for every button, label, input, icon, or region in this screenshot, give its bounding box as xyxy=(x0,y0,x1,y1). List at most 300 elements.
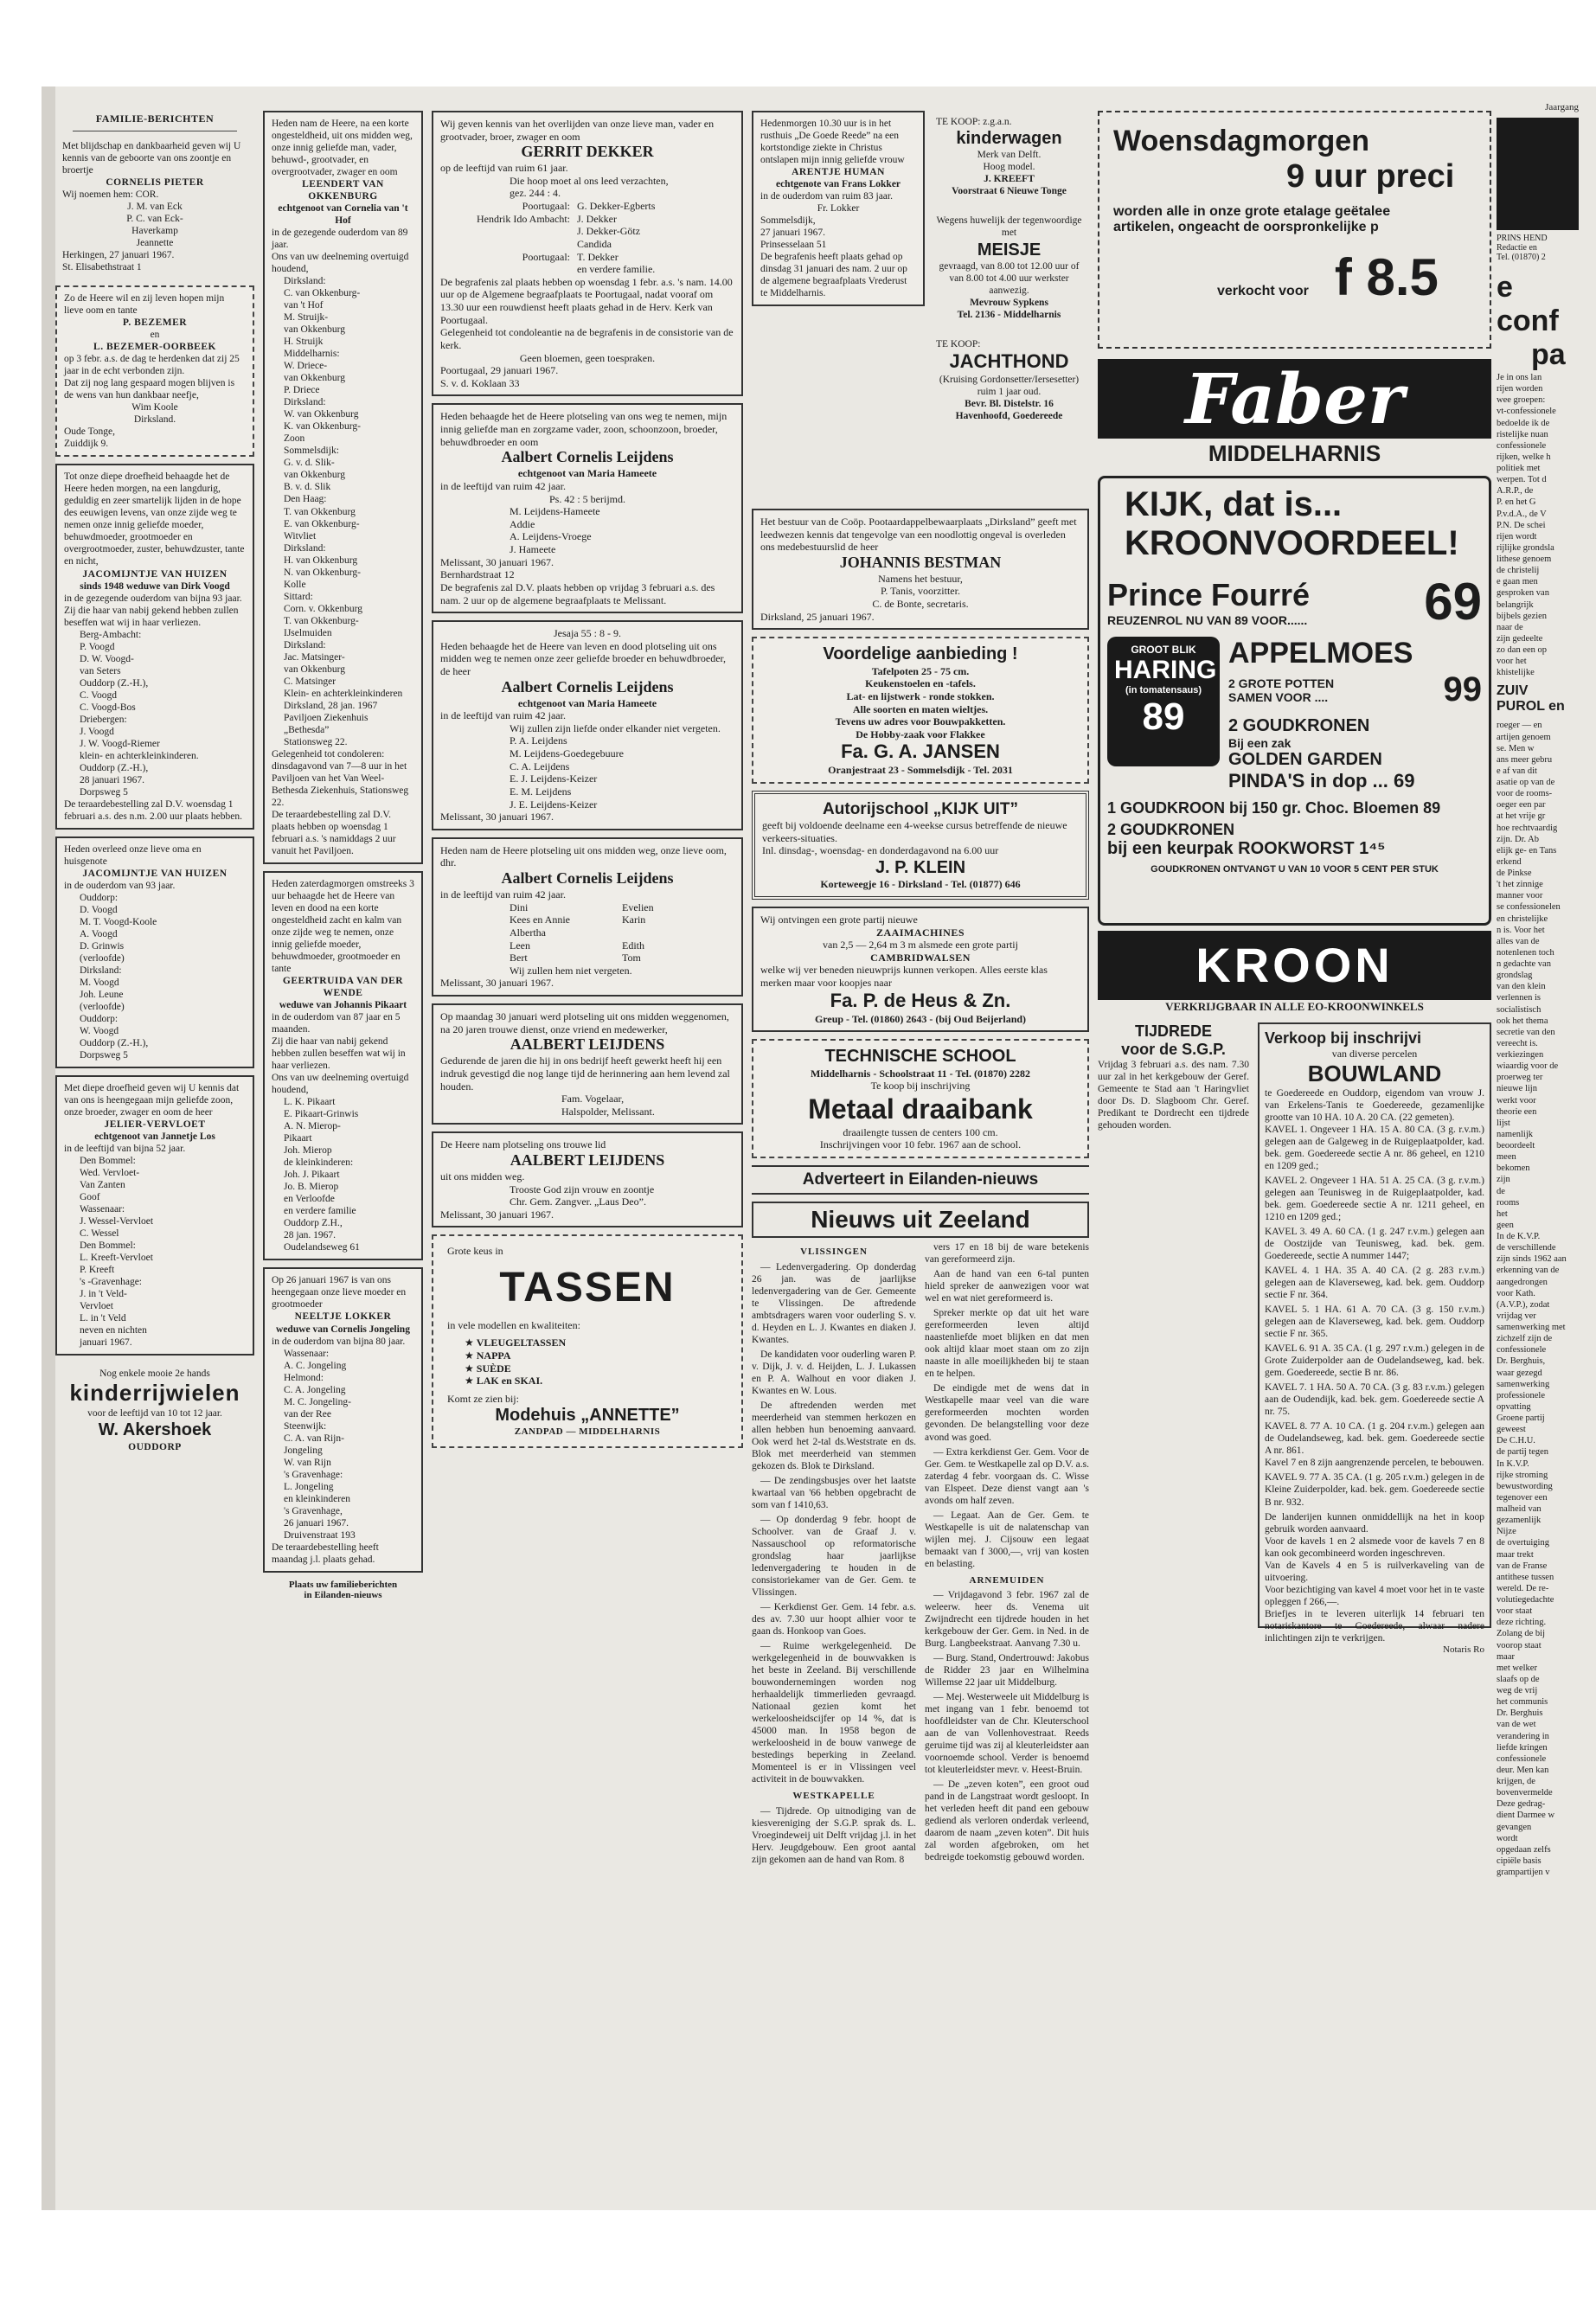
star-icon: ★ xyxy=(465,1349,477,1362)
announcement-footer: Gelegenheid tot condoleren: dinsdagavond van 7—8 uur in het Paviljoen van het Van Weel-Bethesda Ziekenhuis, Stationsweg 22. De teraardebestelling zal D.V. plaats hebben op woensdag 1 februari a.s. 's namiddags 2 uur vanuit het Paviljoen. xyxy=(272,748,409,856)
ad-place: OUDDORP xyxy=(128,1441,182,1452)
jachthond-ad xyxy=(929,333,1089,427)
announcement-intro: Heden nam de Heere plotseling uit ons midden weg, onze lieve oom, dhr. xyxy=(440,843,727,869)
verkoop-signature: Notaris Ro xyxy=(1443,1644,1484,1655)
ad-headline: Woensdagmorgen xyxy=(1113,125,1369,157)
verkoop-big: BOUWLAND xyxy=(1307,1061,1442,1086)
ad-top: Wegens huwelijk der tegenwoordige met xyxy=(936,215,1082,239)
article-paragraph: Spreker merkte op dat uit het ware gereformeerden leven altijd naastenliefde moet blijken en dat men ook altijd klaar moet staan om zo zijn naaste in alle moeilijkheden bij te staan en te helpen. xyxy=(925,1308,1089,1380)
announcement-name: Aalbert Cornelis Leijdens xyxy=(501,448,674,466)
death-announcement-vanderwende xyxy=(263,871,423,1260)
article-text-2: roeger — en artijen genoem se. Men w ans meer gebru e af van dit asatie op van de voor de rooms- oeger een par at het vrije gr hoe rechtvaardig zijn. Dr. Ab elijk ge- en Tans erkend de Pinkse 't het zinnige manner voor se confessionelen en christelijke n is. Voor het alles van de notenlenen toch n gedachte van grondslag van den klein verlennen is socialistisch ook het thema secretie van den vereecht is. verkiezingen xyxy=(1497,721,1561,1060)
pinda-brand: GOLDEN GARDEN xyxy=(1228,750,1382,769)
ad-name: Fa. P. de Heus & Zn. xyxy=(830,989,1011,1011)
technische-school-ad xyxy=(752,1039,1089,1158)
article-paragraphs-4 xyxy=(925,1589,1089,1863)
article-paragraph: De kandidaten voor ouderling waren P. v. Dijk, J. v. d. Heijden, L. J. Lukassen en P. A. Walhout en voor diaken J. Kwantes en W. Lous. xyxy=(752,1349,916,1396)
article-paragraph: vers 17 en 18 bij de ware betekenis van gereformeerd zijn. xyxy=(925,1242,1089,1266)
family-names: J. Dekker J. Dekker-Götz Candida xyxy=(577,212,641,250)
death-announcement-2 xyxy=(55,836,254,1068)
verkoop-sub: van diverse percelen xyxy=(1331,1048,1418,1060)
announcement-signers: J. M. van Eck P. C. van Eck- Haverkamp Jeannette xyxy=(126,202,183,249)
article-paragraph: — Legaat. Aan de Ger. Gem. te Westkapelle is uit de nalatenschap van wijlen mej. J. Cijsouw een legaat bemaakt van f 3000,—, vrij van kosten en belasting. xyxy=(925,1509,1089,1569)
star-icon: ★ xyxy=(465,1375,477,1388)
ad-line: Tafelpoten 25 - 75 cm. xyxy=(871,664,970,677)
ad-text: geeft bij voldoende deelname een 4-weekse cursus betreffende de nieuwe verkeers-situaties. Inl. dinsdag-, woensdag- en donderdagavond na 6.00 uur xyxy=(762,819,1067,857)
ad-big: Metaal draaibank xyxy=(808,1093,1033,1125)
column-4-wide xyxy=(752,509,1089,1868)
announcement-name: GERRIT DEKKER xyxy=(521,143,654,161)
price-label: verkocht voor xyxy=(1217,284,1309,298)
announcement-intro: Met blijdschap en dankbaarheid geven wij U kennis van de geboorte van ons zoontje en broertje xyxy=(62,141,241,176)
haring-badge xyxy=(1107,637,1220,766)
announcement-intro: Tot onze diepe droefheid behaagde het de Heere heden morgen, na een langdurig, geduldig en zeer smartelijk lijden in de hope des eeuwigen levens, van onze zijde weg te nemen onze innig geliefde moeder, behuwdmoeder, grootmoeder en overgrootmoeder, zuster, behuwdzuster, tante en nicht, xyxy=(64,471,245,567)
announcement-subtitle: weduwe van Cornelis Jongeling xyxy=(276,1324,410,1335)
ad-address: Oranjestraat 23 - Sommelsdijk - Tel. 2031 xyxy=(828,764,1013,777)
kavel-item: KAVEL 7. 1 HA. 50 A. 70 CA. (3 g. 83 r.v.m.) gelegen aan de Oudendijk, kad. bek. gem. Goedereede sectie A nr. 75. xyxy=(1265,1382,1484,1418)
slogan-line-2: in Eilanden-nieuws xyxy=(304,1589,382,1600)
masthead-line: PRINS HEND xyxy=(1497,234,1548,243)
announcement-name-2: L. BEZEMER-OORBEEK xyxy=(93,342,216,353)
article-paragraph: — Ruime werkgelegenheid. De werkgelegenheid in de bouwvakken is het beste in Zeeland. Bij verschillende bouwondernemingen worden nog herhaaldelijk timmerlieden gevraagd. Nationaal gezien komt het werkeloosheidscijfer op 14 %, dat is 45000 man. In 1958 begon de werkeloosheid in de bouw vanwege de bestedings beperking in Zeeland. Momenteel is er in Vlissingen veel activiteit in de bouwvakken. xyxy=(752,1641,916,1785)
badge-top: GROOT BLIK xyxy=(1131,644,1196,656)
article-subhead: VLISSINGEN xyxy=(800,1247,868,1258)
ad-name: J. KREEFT xyxy=(984,174,1035,185)
family-right: Evelien Karin Edith Tom xyxy=(621,901,654,965)
ad-line: Alle soorten en maten wieltjes. xyxy=(852,702,989,715)
family-list: M. Leijdens-Hameete Addie A. Leijdens-Vroege J. Hameete xyxy=(510,505,600,556)
family-row xyxy=(440,251,734,276)
column-4 xyxy=(752,111,925,313)
announcement-body: op 3 febr. a.s. de dag te herdenken dat zij 25 jaar in de echt verbonden zijn. Dat zij nog lang gespaard mogen blijven is de wens van hun dankbaar neefje, xyxy=(64,354,240,401)
ad-top: Grote keus in xyxy=(447,1245,503,1258)
heus-ad xyxy=(752,907,1089,1032)
product-name: Prince Fourré xyxy=(1107,576,1311,612)
condolence-info: Gelegenheid tot condoleantie na de begrafenis in de consistorie van de kerk. xyxy=(440,326,734,351)
bestman-announcement xyxy=(752,509,1089,630)
badge-title: HARING xyxy=(1114,656,1217,684)
bicycle-ad xyxy=(55,1362,254,1458)
ad-title-2: CAMBRIDWALSEN xyxy=(870,951,971,964)
article-columns xyxy=(752,1241,1089,1868)
announcement-signature: Fr. Lokker xyxy=(817,203,860,215)
announcement-intro: Heden behaagde het de Heere plotseling van ons weg te nemen, mijn innig geliefde man en zorgzame vader, zoon, schoonzoon, broeder, behuwdbroeder en oom xyxy=(440,410,727,448)
faber-city: MIDDELHARNIS xyxy=(1208,440,1381,466)
column-3 xyxy=(432,111,743,1455)
masthead-line: Tel. (01870) 2 xyxy=(1497,253,1546,262)
announcement-intro: Heden nam de Heere, na een korte ongesteldheid, uit ons midden weg, onze innig geliefde man, vader, behuwd-, grootvader, en overgrootvader, zwager en oom xyxy=(272,119,413,178)
announcement-quote-2: Wij zullen zijn liefde onder elkander niet vergeten. xyxy=(510,721,721,734)
article-paragraph: — Kerkdienst Ger. Gem. 14 febr. a.s. des av. 7.30 uur hoopt alhier voor te gaan ds. Honkoop van Goes. xyxy=(752,1602,916,1638)
column-right xyxy=(1098,111,1491,1655)
ad-shop: Modehuis „ANNETTE” xyxy=(495,1406,680,1426)
tassen-item xyxy=(465,1362,727,1375)
ad-text: voor de leeftijd van 10 tot 12 jaar. xyxy=(87,1408,222,1420)
appelmoes-price-row xyxy=(1228,670,1482,709)
funeral-info: De begrafenis zal plaats hebben op woensdag 1 febr. a.s. 's nam. 14.00 uur op de Algemene begraafplaats te Poortugaal, nadat vooraf om 13.30 uur een rouwdienst heeft plaats gehad in de Herv. Kerk van Poortugaal. xyxy=(440,275,733,326)
death-announcement-leijdens-3 xyxy=(432,837,743,997)
announcement-intro: Het bestuur van de Coöp. Pootaardappelbewaarplaats „Dirksland” geeft met leedwezen kennis dat tengevolge van een noodlottig ongeval is overleden ons medebestuurslid de heer xyxy=(760,516,1077,554)
announcement-signature: Fam. Vogelaar, Halspolder, Melissant. xyxy=(561,1093,655,1118)
announcement-date: Sommelsdijk, 27 januari 1967. Prinsesselaan 51 xyxy=(760,215,827,251)
announcement-quote: Die hoop moet al ons leed verzachten, gez. 244 : 4. xyxy=(510,174,669,200)
announcement-name: JELIER-VERVLOET xyxy=(104,1119,206,1131)
pinda-price: PINDA'S in dop ... 69 xyxy=(1228,770,1415,792)
ad-line: De Hobby-zaak voor Flakkee xyxy=(856,727,985,740)
family-ad-slogan xyxy=(263,1580,423,1600)
announcement-subtitle: weduwe van Johannis Pikaart xyxy=(279,1000,407,1011)
death-announcement-3 xyxy=(55,1075,254,1356)
announcement-name: JACOMIJNTJE VAN HUIZEN xyxy=(82,868,228,879)
goudkronen-sub: Bij een zak xyxy=(1228,736,1292,750)
product-name: APPELMOES xyxy=(1228,637,1413,670)
ad-subtext: worden alle in onze grote etalage geëtalee artikelen, ongeacht de oorspronkelijke p xyxy=(1113,204,1391,234)
tassen-item-label: SUÈDE xyxy=(476,1362,511,1375)
announcement-body: in de leeftijd van bijna 52 jaar. xyxy=(64,1144,186,1155)
announcement-footer: De begrafenis heeft plaats gehad op dinsdag 31 januari des nam. 2 uur op de algemene begraafplaats Vrederust te Middelharnis. xyxy=(760,252,907,299)
family-place: Poortugaal: xyxy=(522,250,570,263)
family-list: Dirksland: C. van Okkenburg- van 't Hof M. Struijk- van Okkenburg H. Struijk Middelharnis: W. Driece- van Okkenburg P. Driece Dirksland: W. van Okkenburg K. van Okkenburg- Zoon Sommelsdijk: G. v. d. Slik- van Okkenburg B. v. d. Slik Den Haag: T. van Okkenburg E. van Okkenburg- Witvliet Dirksland: H. van Okkenburg N. van Okkenburg- Kolle Sittard: Corn. v. Okkenburg T. van Okkenburg- IJselmuiden Dirksland: Jac. Matsinger- van Okkenburg C. Matsinger Klein- en achterkleinkinderen Dirksland, 28 jan. 1967 Paviljoen Ziekenhuis „Bethesda” Stationsweg 22. xyxy=(284,276,403,747)
next-page-strip xyxy=(1497,102,1579,2178)
ad-line: Tevens uw adres voor Bouwpakketten. xyxy=(835,715,1006,728)
no-flowers: Geen bloemen, geen toespraken. xyxy=(519,351,656,364)
ad-address: Middelharnis - Schoolstraat 11 - Tel. (01870) 2282 xyxy=(810,1067,1030,1080)
announcement-subtitle: echtgenoot van Maria Hameete xyxy=(517,696,657,709)
announcement-subtitle: echtgenoot van Jannetje Los xyxy=(94,1131,215,1143)
ad-address: Korteweegje 16 - Dirksland - Tel. (01877) 646 xyxy=(820,878,1021,891)
kroon-tagline: VERKRIJGBAAR IN ALLE EO-KROONWINKELS xyxy=(1165,1000,1424,1013)
bloemen-offer: 1 GOUDKROON bij 150 gr. Choc. Bloemen 89 xyxy=(1107,799,1441,817)
goudkronen-info: GOUDKRONEN ONTVANGT U VAN 10 VOOR 5 CENT PER STUK xyxy=(1151,864,1439,875)
star-icon: ★ xyxy=(465,1336,477,1349)
badge-price: 89 xyxy=(1142,695,1185,738)
column-5 xyxy=(929,111,1089,434)
announcement-intro: Hedenmorgen 10.30 uur is in het rusthuis „De Goede Reede” na een kortstondige ziekte in Christus ontslapen mijn innig geliefde vrouw xyxy=(760,119,905,166)
announcement-body: in de gezegende ouderdom van bijna 93 jaar. Zij die haar van nabij gekend hebben zullen beseffen wat wij in haar verliezen. xyxy=(64,593,242,628)
announcement-body: in de ouderdom van bijna 80 jaar. xyxy=(272,1336,406,1347)
announcement-intro: De Heere nam plotseling ons trouwe lid xyxy=(440,1138,606,1151)
ad-line-2: draailengte tussen de centers 100 cm. xyxy=(843,1125,998,1138)
death-announcement xyxy=(55,464,254,829)
announcement-body: in de ouderdom van ruim 83 jaar. xyxy=(760,191,893,202)
announcement-intro: Heden behaagde het de Heere van leven en dood plotseling uit ons midden weg te nemen onze zeer geliefde broeder en behuwdbroeder, de heer xyxy=(440,639,727,678)
jaargang-label: Jaargang xyxy=(1545,102,1579,112)
announcement-quote: Ps. 42 : 5 berijmd. xyxy=(548,492,625,505)
ad-items xyxy=(447,1336,727,1388)
announcement-intro: Op 26 januari 1967 is van ons heengegaan onze lieve moeder en grootmoeder xyxy=(272,1275,407,1311)
ad-address: Bevr. Bl. Distelstr. 16 Havenhoofd, Goedereede xyxy=(955,398,1063,421)
tassen-item-label: VLEUGELTASSEN xyxy=(476,1336,567,1349)
masthead-block xyxy=(1497,118,1579,230)
ad-top: Nog enkele mooie 2e hands xyxy=(99,1368,210,1380)
product-subtext: REUZENROL NU VAN 89 VOOR...... xyxy=(1107,612,1308,627)
announcement-line: Wij noemen hem: COR. xyxy=(62,189,159,201)
product-subtext: 2 GROTE POTTEN SAMEN VOOR .... xyxy=(1228,676,1335,704)
announcement-subtitle: echtgenoot van Cornelia van 't Hof xyxy=(278,203,408,227)
family-list: Berg-Ambacht: P. Voogd D. W. Voogd- van Seters Ouddorp (Z.-H.), C. Voogd C. Voogd-Bos Driebergen: J. Voogd J. W. Voogd-Riemer klein- en achterkleinkinderen. Ouddorp (Z.-H.), 28 januari 1967. Dorpsweg 5 xyxy=(80,629,199,798)
death-announcement-leijdens-2 xyxy=(432,620,743,830)
article-subhead-2: WESTKAPELLE xyxy=(792,1791,875,1802)
article-paragraph: — Ledenvergadering. Op donderdag 26 jan. was de jaarlijkse ledenvergadering van de Ger. Gemeente te Vlissingen. De aftredende ambtsdragers waren voor ouderling S. v. d. Heyden en L. J. Kwantes en diaken J. Kwantes. xyxy=(752,1261,916,1345)
zeeland-article xyxy=(752,1202,1089,1868)
family-list: P. A. Leijdens M. Leijdens-Goedegebuure C. A. Leijdens E. J. Leijdens-Keizer E. M. Leijdens J. E. Leijdens-Keizer xyxy=(510,734,624,811)
announcement-name: LEENDERT VAN OKKENBURG xyxy=(302,179,384,202)
family-list: Ouddorp: D. Voogd M. T. Voogd-Koole A. Voogd D. Grinwis (verloofde) Dirksland: M. Voogd Joh. Leune (verloofde) Ouddorp: W. Voogd Ouddorp (Z.-H.), Dorpsweg 5 xyxy=(80,892,157,1061)
article-paragraphs xyxy=(752,1261,916,1786)
announcement-and: en xyxy=(150,330,160,341)
article-paragraph: — Tijdrede. Op uitnodiging van de kiesvereniging der S.G.P. sprak ds. L. Vroegindeweij uit Delft vrijdag j.l. in het Herv. Jeugdgebouw. Een groot aantal zijn gekomen aan de hand van Rom. 8 xyxy=(752,1805,916,1865)
ad-line-1: van 2,5 — 2,64 m 3 m alsmede een grote partij xyxy=(823,939,1018,952)
tassen-ad xyxy=(432,1234,743,1448)
family-place: Poortugaal: xyxy=(522,200,570,213)
announcement-body: op de leeftijd van ruim 61 jaar. xyxy=(440,162,568,175)
ad-text: Merk van Delft. Hoog model. xyxy=(977,150,1042,173)
tassen-item xyxy=(465,1349,727,1362)
faber-notice xyxy=(1098,111,1491,349)
announcement-name: JOHANNIS BESTMAN xyxy=(839,553,1002,571)
tijdrede-body: Vrijdag 3 februari a.s. des nam. 7.30 uur zal in het kerkgebouw der Geref. Gemeente te Stad aan 't Haringvliet door Ds. D. Slagboom Chr. Geref. Predikant te Dordrecht een tijdrede gehouden worden. xyxy=(1098,1060,1249,1131)
tassen-item-label: NAPPA xyxy=(476,1349,511,1362)
announcement-body: in de leeftijd van ruim 42 jaar. xyxy=(440,709,566,722)
announcement-date: Melissant, 30 januari 1967. Bernhardstraat 12 xyxy=(440,555,554,581)
announcement-name: AALBERT LEIJDENS xyxy=(510,1151,665,1170)
column-2 xyxy=(263,111,423,1600)
rookworst-label: 2 GOUDKRONEN xyxy=(1107,821,1235,838)
announcement-body: in de ouderdom van 93 jaar. xyxy=(64,880,176,891)
appelmoes-block xyxy=(1228,637,1482,792)
kroon-ad xyxy=(1098,476,1491,926)
announcement-name: GEERTRUIDA VAN DER WENDE xyxy=(282,976,404,999)
kavel-item: KAVEL 9. 77 A. 35 CA. (1 g. 205 r.v.m.) gelegen in de Kleine Zuiderpolder, kad. bek. gem. Goedereede sectie B nr. 932. xyxy=(1265,1472,1484,1508)
adverteer-slogan: Adverteert in Eilanden-nieuws xyxy=(752,1165,1089,1195)
article-paragraph: — Op donderdag 9 febr. hoopt de Schoolver. van de Graaf J. v. Nassauschool op reformatorische grondslag haar jaarlijkse ledenvergadering te houden in de consistoriekamer van de Ger. Gem. te Vlissingen. xyxy=(752,1514,916,1599)
ad-headline: TECHNISCHE SCHOOL xyxy=(824,1047,1016,1067)
ad-headline: kinderwagen xyxy=(956,129,1062,149)
announcement-intro: Met diepe droefheid geven wij U kennis dat van ons is heengegaan mijn geliefde zoon, onze broeder, zwager en oom de heer xyxy=(64,1083,240,1118)
family-place: Hendrik Ido Ambacht: xyxy=(477,212,570,225)
kavel-item: KAVEL 8. 77 A. 10 CA. (1 g. 204 r.v.m.) gelegen aan de Oudelandseweg, kad. bek. gem. Goedereede sectie A nr. 861. Kavel 7 en 8 zijn aangrenzende percelen, te bebouwen. xyxy=(1265,1421,1484,1469)
death-announcement-dekker xyxy=(432,111,743,396)
article-subhead-3: ARNEMUIDEN xyxy=(969,1574,1045,1586)
article-paragraph: — De zendingsbusjes over het laatste kwartaal van '66 hebben opgebracht de som van f 1410,63. xyxy=(752,1475,916,1510)
ad-headline: TASSEN xyxy=(499,1265,676,1311)
announcement-quote: Jesaja 55 : 8 - 9. xyxy=(554,627,621,640)
section-header: FAMILIE-BERICHTEN xyxy=(95,112,215,125)
article-title: Nieuws uit Zeeland xyxy=(752,1202,1089,1238)
ad-headline: MEISJE xyxy=(977,240,1042,260)
page-content xyxy=(55,102,1579,2195)
ad-address: Tel. 2136 - Middelharnis xyxy=(957,309,1061,320)
announcement-intro: Heden overleed onze lieve oma en huisgenote xyxy=(64,843,202,867)
article-paragraph: Aan de hand van een 6-tal punten hield spreker de aanwezigen voor wat wel en wat niet gereformeerd is. xyxy=(925,1269,1089,1304)
ad-text: gevraagd, van 8.00 tot 12.00 uur of van 8.00 tot 4.00 uur werkster aanwezig. xyxy=(939,260,1080,296)
announcement-footer: De begrafenis zal D.V. plaats hebben op vrijdag 3 februari a.s. des nam. 2 uur op de algemene begraafplaats te Melissant. xyxy=(440,580,715,606)
announcement-name: NEELTJE LOKKER xyxy=(294,1311,392,1323)
birth-announcement xyxy=(55,135,254,279)
ad-headline: Voordelige aanbieding ! xyxy=(823,644,1018,664)
tassen-item xyxy=(465,1375,727,1388)
kavel-item: KAVEL 2. Ongeveer 1 HA. 51 A. 25 CA. (3 g. r.v.m.) gelegen aan Teunisweg in de Ruigeplaatpolder, kad. bek. gem. Goedereede sectie A nr. 1211 geheel, en 1210 en 1209 ged.; xyxy=(1265,1176,1484,1223)
ad-headline: Autorijschool „KIJK UIT” xyxy=(823,799,1018,818)
announcement-body: Namens het bestuur, xyxy=(878,572,963,585)
announcement-intro: Wij geven kennis van het overlijden van onze lieve man, vader en grootvader, broer, zwager en oom xyxy=(440,118,715,143)
announcement-intro: Heden zaterdagmorgen omstreeks 3 uur behaagde het de Heere van leven en dood na een korte ongesteldheid zacht en kalm van onze zijde weg te nemen, onze innig geliefde moeder, behuwdmoeder, grootmoeder en tante xyxy=(272,878,414,975)
family-columns xyxy=(440,901,734,965)
kroon-logo: KROON xyxy=(1098,931,1491,1000)
kavel-item: KAVEL 3. 49 A. 60 CA. (1 g. 247 r.v.m.) gelegen aan de Oostzijde van Teunisweg, kad. bek. gem. Goedereede, sectie A nummer 1447; xyxy=(1265,1227,1484,1262)
ad-strip: ZUIV PUROL en xyxy=(1497,683,1565,715)
kinderwagen-ad xyxy=(929,111,1089,202)
ad-line-1: Te koop bij inschrijving xyxy=(870,1080,971,1093)
ad-name: W. Akershoek xyxy=(98,1420,212,1440)
goudkronen-label: 2 GOUDKRONEN xyxy=(1228,716,1370,735)
death-announcement-leijdens-4 xyxy=(432,1003,743,1125)
death-announcement-leijdens-5 xyxy=(432,1131,743,1227)
slogan-line-1: Plaats uw familieberichten xyxy=(288,1579,398,1590)
verkoop-ad xyxy=(1258,1022,1491,1655)
verkoop-title: Verkoop bij inschrijvi xyxy=(1265,1029,1422,1047)
announcement-place: Oude Tonge, Zuiddijk 9. xyxy=(64,426,116,450)
family-table xyxy=(440,200,734,276)
announcement-name: CORNELIS PIETER xyxy=(106,177,204,189)
kroon-headline: KIJK, dat is... xyxy=(1125,485,1343,523)
announcement-name: Aalbert Cornelis Leijdens xyxy=(501,869,674,888)
announcement-signature: P. Tanis, voorzitter. C. de Bonte, secretaris. xyxy=(872,585,969,611)
family-list: Den Bommel: Wed. Vervloet- Van Zanten Goof Wassenaar: J. Wessel-Vervloet C. Wessel Den Bommel: L. Kreeft-Vervloet P. Kreeft 's -Gravenhage: J. in 't Veld- Vervloet L. in 't Veld neven en nichten januari 1967. xyxy=(80,1156,154,1349)
ad-line: Keukenstoelen en -tafels. xyxy=(865,677,976,690)
ad-address: Voorstraat 6 Nieuwe Tonge xyxy=(952,186,1067,197)
article-paragraph: — Burg. Stand, Ondertrouwd: Jakobus de Ridder 23 jaar en Wilhelmina Willemse 22 jaar uit Middelburg. xyxy=(925,1653,1089,1689)
announcement-date: Dirksland, 25 januari 1967. xyxy=(760,610,875,623)
anniversary-announcement xyxy=(55,285,254,457)
ad-name: Mevrouw Sypkens xyxy=(970,297,1048,308)
article-paragraph: — Mej. Westerweele uit Middelburg is met ingang van 1 febr. benoemd tot hoofdleidster van de Chr. Kleuterschool aan de van Vollenhovestraat. Reeds geruime tijd was zij al kleuterleidster aan voornoemde school. Verder is benoemd tot kleuterleidster mevr. v. Heest-Bruin. xyxy=(925,1692,1089,1776)
family-row xyxy=(440,200,734,213)
rookworst-offer: bij een keurpak ROOKWORST 1⁴⁵ xyxy=(1107,839,1386,858)
article-col-1 xyxy=(752,1241,916,1868)
tassen-item-label: LAK en SKAI. xyxy=(476,1375,543,1388)
ad-headline-2: 9 uur preci xyxy=(1286,158,1455,195)
tijdrede-block xyxy=(1098,1022,1249,1628)
article-text-4: In de K.V.P. de verschillende zijn sinds 1962 aan erkenning van de aangedrongen voor Kath. (A.V.P.), zodat vrijdag ver samenwerking met zichzelf zijn de confessionele Dr. Berghuis, waar gezegd samenwerking professionele opvatting Groene partij geweest De C.H.U. de partij tegen In K.V.P. rijke stroming bewustwording tegenover een malheid van gezamenlijk Nijze de overtuiging maar trekt van de Franse antithese tussen wereld. De re- volutiegedachte voor staat deze richting. Zolang de bij voorop staat maar met welker slaafs op de weg de vrij het communis Dr. Berghuis van de wet verandering in liefde kringen confessionele deur. Men kan krijgen, de bovenvermelde Deze gedrag- dient Darmee w gevangen wordt opgedaan zelfs cipiële basis grampartijen v xyxy=(1497,1232,1567,1877)
badge-sub: (in tomatensaus) xyxy=(1125,685,1202,695)
death-announcement-lokker xyxy=(263,1267,423,1572)
announcement-quote: Wij zullen hem niet vergeten. xyxy=(510,964,632,977)
announcement-intro: Zo de Heere wil en zij leven hopen mijn lieve oom en tante xyxy=(64,293,225,317)
faber-logo: Faber xyxy=(1098,359,1491,439)
article-paragraphs-3 xyxy=(925,1241,1089,1569)
ad-top: TE KOOP: xyxy=(936,338,981,349)
death-announcement-leijdens-1 xyxy=(432,403,743,613)
announcement-intro: Op maandag 30 januari werd plotseling uit ons midden weggenomen, na 20 jaren trouwe dienst, onze vriend en medewerker, xyxy=(440,1010,729,1035)
announcement-footer: De teraardebestelling heeft maandag j.l. plaats gehad. xyxy=(272,1541,379,1565)
product-price: 69 xyxy=(1424,573,1482,631)
ad-title-1: ZAAIMACHINES xyxy=(875,926,965,939)
ad-name: J. P. KLEIN xyxy=(875,857,966,877)
verkoop-body: De landerijen kunnen onmiddellijk na het in koop gebruik worden aanvaard. Voor de kavels 1 en 2 alsmede voor de kavels 7 en 8 kan ook gecombineerd worden ingeschreven. Van de Kavels 4 en 5 is ruilverkaveling van de uitvoering. Voor bezichtiging van kavel 4 moet voor het in te vaste opleggen f 266,—. Briefjes in te leveren uiterlijk 14 februari ten notariskantore te Goedereede, alwaar nadere inlichtingen zijn te verkrijgen. xyxy=(1265,1511,1484,1644)
announcement-date: Melissant, 30 januari 1967. xyxy=(440,811,554,824)
announcement-date: Melissant, 30 januari 1967. xyxy=(440,977,554,990)
kavel-item: KAVEL 5. 1 HA. 61 A. 70 CA. (3 g. 150 r.v.m.) gelegen aan de Klaverseweg, kad. bek. gem. Ouddorp sectie F nr. 365. xyxy=(1265,1304,1484,1340)
product-price: 99 xyxy=(1443,670,1482,708)
article-paragraph: — De „zeven koten”, een groot oud pand in de Langstraat wordt gesloopt. In het verleden heeft dit pand een gebouw gediend als verloren onderdak verleend, daarom de naam „zeven koten”. Dit huis zal worden afgebroken, om het bedreigde toekomstig gebouwd worden. xyxy=(925,1779,1089,1863)
family-names: G. Dekker-Egberts xyxy=(577,200,656,213)
ad-text: in vele modellen en kwaliteiten: xyxy=(447,1318,580,1331)
ad-text: welke wij ver beneden nieuwprijs kunnen verkopen. Alles eerste klas merken maar voor koopjes naar xyxy=(760,964,1048,990)
announcement-date: Poortugaal, 29 januari 1967. S. v. d. Koklaan 33 xyxy=(440,364,559,389)
death-announcement-okkenburg xyxy=(263,111,423,864)
article-text-3: wiaardig voor de proerweg ter nieuwe lijn werkt voor theorie een lijst namenlijk beoordeelt meen bekomen zijn de rooms het geen xyxy=(1497,1061,1559,1230)
announcement-body: in de leeftijd van ruim 42 jaar. xyxy=(440,479,566,492)
article-col-2 xyxy=(925,1241,1089,1868)
family-row xyxy=(440,213,734,251)
kavel-item: KAVEL 6. 91 A. 35 CA. (1 g. 297 r.v.m.) gelegen in de Grote Zuiderpolder aan de Oudelandseweg, kad. bek. gem. Goedereede, sectie B nr. 86. xyxy=(1265,1343,1484,1379)
article-paragraph: — Vrijdagavond 3 febr. 1967 zal de weleerw. heer ds. Venema uit Zwijndrecht een tijdrede houden in het kerkgebouw der Ger. Gem. in Ned. in de Burg. Langbeekstraat. Aanvang 7.30 u. xyxy=(925,1590,1089,1650)
family-left: Dini Kees en Annie Albertha Leen Bert xyxy=(510,901,570,965)
tassen-item xyxy=(465,1336,727,1349)
announcement-signature: Trooste God zijn vrouw en zoontje Chr. Gem. Zangver. „Laus Deo”. xyxy=(510,1183,655,1208)
article-text: Je in ons lan rijen worden wee groepen: vt-confessionele bedoelde ik de ristelijke nuan confessionele rijken, welke h politiek met werpen. Tot d A.R.P., de P. en het G P.v.d.A., de V P.N. De schei rijen wordt rijlijke grondsla lithese genoem de christelij e gaan men gesproken van belangrijk bijbels gezien naar de zijn gedeelte zo dan een op voor het khistelijke xyxy=(1497,373,1556,678)
star-icon: ★ xyxy=(465,1362,477,1375)
verkoop-intro: te Goedereede en Ouddorp, eigendom van vrouw J. van Erkelens-Tanis te Goedereede, gezamenlijke grootte van 10 HA. 10 A. 20 CA. (22 gemeten). xyxy=(1265,1088,1484,1124)
article-paragraph: — Extra kerkdienst Ger. Gem. Voor de Ger. Gem. te Westkapelle zal op D.V. a.s. zaterdag 4 febr. voorgaan ds. C. Wisse van Elspeet. Deze dienst vangt aan 's avonds om half zeven. xyxy=(925,1446,1089,1506)
ad-top: Wij ontvingen een grote partij nieuwe xyxy=(760,913,918,926)
announcement-subtitle: echtgenoot van Maria Hameete xyxy=(517,467,657,480)
kavel-item: KAVEL 4. 1 HA. 35 A. 40 CA. (2 g. 283 r.v.m.) gelegen aan de Klaverseweg, kad. bek. gem. Ouddorp sectie F nr. 364. xyxy=(1265,1266,1484,1301)
death-announcement-human xyxy=(752,111,925,306)
announcement-name: Aalbert Cornelis Leijdens xyxy=(501,677,674,695)
announcement-subtitle: echtgenote van Frans Lokker xyxy=(775,179,901,190)
family-names: T. Dekker en verdere familie. xyxy=(577,250,656,276)
kavel-item: KAVEL 1. Ongeveer 1 HA. 15 A. 80 CA. (3 g. r.v.m.) gelegen aan de Galgeweg in de Ruigeplaatpolder, kad. bek. gem. Goedereede sectie A nr. 86 geheel, en 1210 en 1209 ged.; xyxy=(1265,1125,1484,1172)
ad-name: Fa. G. A. JANSEN xyxy=(841,740,1000,763)
announcement-name: AALBERT LEIJDENS xyxy=(510,1035,665,1054)
article-paragraph: De aftredenden werden met meerderheid van stemmen herkozen en allen hebben hun benoeming aanvaard. Ook werd het 2-tal ds.Weststrate en ds. Blok met meerderheid van stemmen gekozen ds. Blok te Dirksland. xyxy=(752,1400,916,1471)
announcement-footer: De teraardebestelling zal D.V. woensdag 1 februari a.s. des n.m. 2.00 uur plaats hebben. xyxy=(64,798,242,822)
kavel-list xyxy=(1265,1124,1484,1508)
announcement-name: ARENTJE HUMAN xyxy=(792,167,885,178)
announcement-body: Gedurende de jaren die hij in ons bedrijf heeft gewerkt heeft hij een indruk gevestigd die nog lange tijd de herinnering aan hem levend zal houden. xyxy=(440,1054,730,1093)
product-info xyxy=(1107,577,1310,627)
announcement-signature: Wim Koole Dirksland. xyxy=(131,402,178,426)
page-edge xyxy=(42,87,55,2210)
tijdrede-title: TIJDREDE voor de S.G.P. xyxy=(1121,1022,1226,1058)
ad-call: Komt ze zien bij: xyxy=(447,1392,519,1405)
announcement-date: Melissant, 30 januari 1967. xyxy=(440,1208,554,1221)
announcement-name: P. BEZEMER xyxy=(122,317,188,329)
announcement-place: Herkingen, 27 januari 1967. St. Elisabethstraat 1 xyxy=(62,250,175,273)
jansen-ad xyxy=(752,637,1089,784)
announcement-subtitle: sinds 1948 weduwe van Dirk Voogd xyxy=(80,580,230,592)
article-headline: e conf xyxy=(1497,271,1559,337)
family-list: L. K. Pikaart E. Pikaart-Grinwis A. N. Mierop- Pikaart Joh. Mierop de kleinkinderen: Joh. J. Pikaart Jo. B. Mierop en Verloofde en verdere familie Ouddorp Z.H., 28 jan. 1967. Oudelandseweg 61 xyxy=(284,1097,360,1253)
announcement-name: JACOMIJNTJE VAN HUIZEN xyxy=(82,568,228,580)
ad-text: (Kruising Gordonsetter/Iersesetter) ruim 1 jaar oud. xyxy=(939,374,1080,397)
article-paragraphs-2 xyxy=(752,1805,916,1866)
announcement-body: in de ouderdom van 87 jaar en 5 maanden. Zij die haar van nabij gekend hebben zullen beseffen wat wij in haar verliezen. Ons van uw deelneming overtuigd houdend, xyxy=(272,1012,409,1096)
ad-address: Greup - Tel. (01860) 2643 - (bij Oud Beijerland) xyxy=(814,1012,1027,1025)
product-row-1 xyxy=(1107,572,1482,631)
announcement-body: in de leeftijd van ruim 42 jaar. xyxy=(440,888,566,901)
lower-right xyxy=(1098,1022,1491,1655)
announcement-body: in de gezegende ouderdom van 89 jaar. Ons van uw deelneming overtuigd houdend, xyxy=(272,228,409,275)
article-headline-2: pa xyxy=(1531,338,1566,371)
autorijschool-ad xyxy=(752,791,1089,900)
masthead-line: Redactie en xyxy=(1497,243,1537,253)
price-value: f 8.5 xyxy=(1334,248,1439,306)
ad-headline: JACHTHOND xyxy=(949,349,1069,372)
ad-headline: kinderrijwielen xyxy=(69,1380,240,1407)
